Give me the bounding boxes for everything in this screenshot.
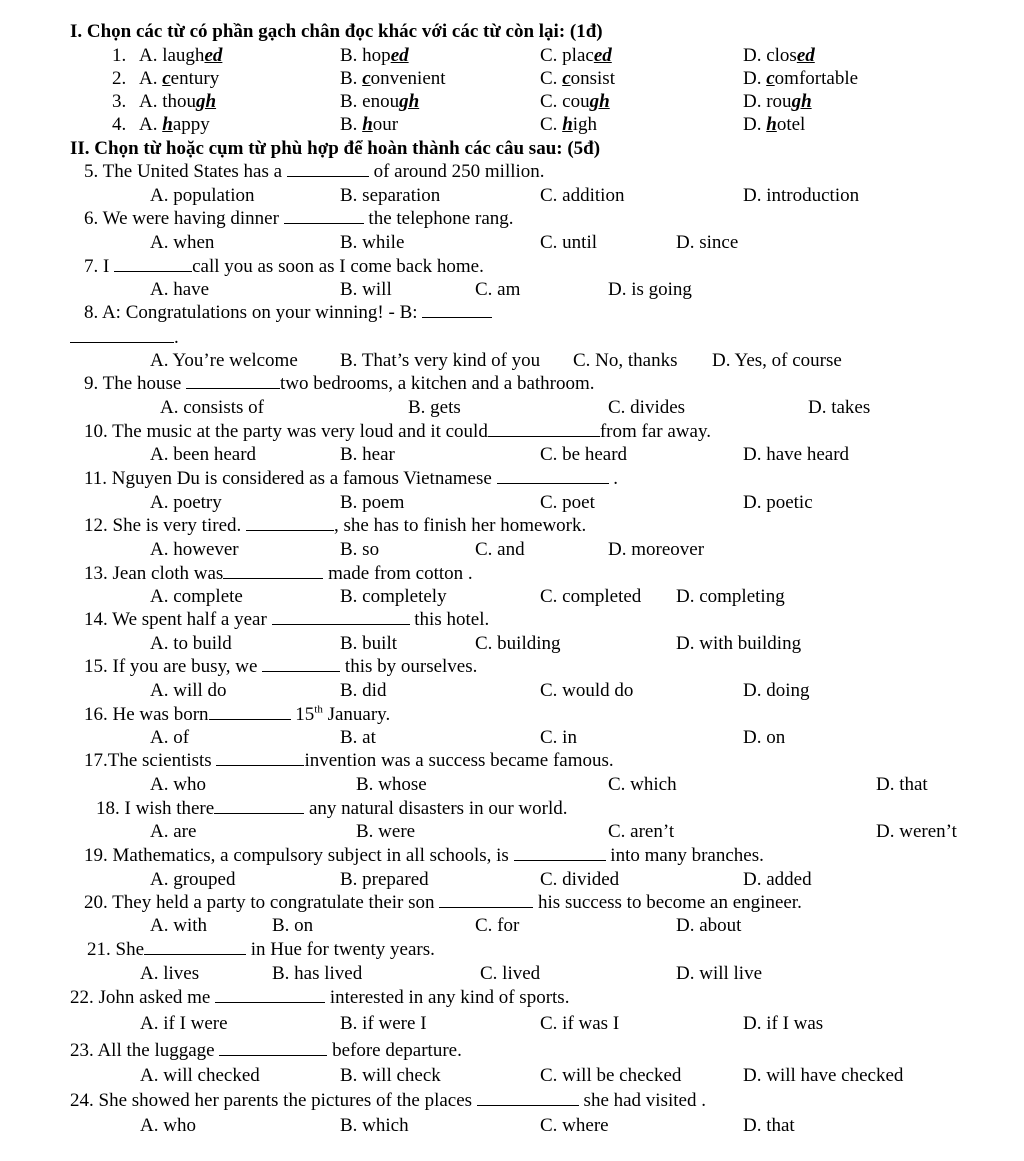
answer-blank (488, 421, 600, 437)
q18-option-c: C. aren’t (608, 821, 675, 842)
q6-option-d: D. since (676, 232, 739, 253)
q3-option-c: C. cough (540, 91, 610, 112)
q21-option-c: C. lived (480, 963, 541, 984)
answer-blank (209, 704, 291, 720)
q16-option-c: C. in (540, 727, 577, 748)
question-20-stem: 20. They held a party to congratulate their son his success to become an engineer. (84, 892, 802, 913)
answer-blank (439, 892, 533, 908)
q9-option-c: C. divides (608, 397, 686, 418)
answer-blank (114, 256, 192, 272)
question-15-stem: 15. If you are busy, we this by ourselves. (84, 656, 478, 677)
q1-option-d: D. closed (743, 45, 815, 66)
answer-blank (477, 1090, 579, 1106)
q5-option-b: B. separation (340, 185, 441, 206)
answer-blank (272, 609, 410, 625)
q16-option-b: B. at (340, 727, 376, 748)
q23-option-d: D. will have checked (743, 1065, 904, 1086)
q10-option-d: D. have heard (743, 444, 850, 465)
answer-blank (216, 750, 304, 766)
q19-option-d: D. added (743, 869, 812, 890)
q5-option-d: D. introduction (743, 185, 860, 206)
q14-option-c: C. building (475, 633, 561, 654)
question-6-stem: 6. We were having dinner the telephone rang. (84, 208, 514, 229)
q9-option-a: A. consists of (160, 397, 264, 418)
question-8-stem: 8. A: Congratulations on your winning! - B: (84, 302, 492, 324)
q4-option-d: D. hotel (743, 114, 806, 135)
q23-option-a: A. will checked (140, 1065, 260, 1086)
q4-option-b: B. hour (340, 114, 399, 135)
q13-option-c: C. completed (540, 586, 642, 607)
q4-option-c: C. high (540, 114, 598, 135)
q18-option-d: D. weren’t (876, 821, 957, 842)
answer-blank (186, 373, 280, 389)
answer-blank (223, 563, 323, 579)
q9-option-b: B. gets (408, 397, 461, 418)
q7-option-c: C. am (475, 279, 521, 300)
answer-blank (497, 468, 609, 484)
q22-option-a: A. if I were (140, 1013, 228, 1034)
q1-option-a: A. laughed (139, 45, 223, 66)
q1-option-b: B. hoped (340, 45, 409, 66)
q6-option-c: C. until (540, 232, 598, 253)
q8-option-a: A. You’re welcome (150, 350, 298, 371)
q15-option-d: D. doing (743, 680, 810, 701)
q17-option-c: C. which (608, 774, 677, 795)
q15-option-a: A. will do (150, 680, 227, 701)
q17-option-a: A. who (150, 774, 206, 795)
q8-option-b: B. That’s very kind of you (340, 350, 541, 371)
answer-blank (287, 161, 369, 177)
q2-option-b: B. convenient (340, 68, 446, 89)
q10-option-b: B. hear (340, 444, 395, 465)
answer-blank (144, 939, 246, 955)
q2-option-a: A. century (139, 68, 220, 89)
question-13-stem: 13. Jean cloth was made from cotton . (84, 563, 473, 584)
q11-option-b: B. poem (340, 492, 405, 513)
q15-option-c: C. would do (540, 680, 634, 701)
q5-option-a: A. population (150, 185, 255, 206)
q11-option-d: D. poetic (743, 492, 813, 513)
q22-option-c: C. if was I (540, 1013, 620, 1034)
q10-option-a: A. been heard (150, 444, 257, 465)
q17-option-b: B. whose (356, 774, 427, 795)
q11-option-c: C. poet (540, 492, 595, 513)
q18-option-a: A. are (150, 821, 197, 842)
q18-option-b: B. were (356, 821, 416, 842)
question-5-stem: 5. The United States has a of around 250 million. (84, 161, 545, 182)
q17-option-d: D. that (876, 774, 928, 795)
q12-option-c: C. and (475, 539, 525, 560)
question-16-stem: 16. He was born 15th January. (84, 703, 391, 725)
answer-blank (284, 208, 364, 224)
q22-option-d: D. if I was (743, 1013, 824, 1034)
q24-option-c: C. where (540, 1115, 609, 1136)
question-14-stem: 14. We spent half a year this hotel. (84, 609, 490, 630)
q12-option-a: A. however (150, 539, 239, 560)
section-2-title: II. Chọn từ hoặc cụm từ phù hợp để hoàn thành các câu sau: (5đ) (70, 138, 601, 159)
q2-option-c: C. consist (540, 68, 615, 89)
question-8-continuation: . (70, 327, 179, 349)
q10-option-c: C. be heard (540, 444, 628, 465)
q7-option-a: A. have (150, 279, 210, 300)
answer-blank (219, 1040, 327, 1056)
q23-option-b: B. will check (340, 1065, 441, 1086)
question-18-stem: 18. I wish there any natural disasters in our world. (96, 798, 568, 819)
q21-option-d: D. will live (676, 963, 763, 984)
q8-option-d: D. Yes, of course (712, 350, 842, 371)
q21-option-a: A. lives (140, 963, 200, 984)
q19-option-c: C. divided (540, 869, 620, 890)
q12-option-b: B. so (340, 539, 380, 560)
q6-option-b: B. while (340, 232, 405, 253)
q14-option-b: B. built (340, 633, 398, 654)
answer-blank (215, 987, 325, 1003)
question-1-number: 1. (112, 45, 127, 66)
q16-option-a: A. of (150, 727, 190, 748)
q7-option-d: D. is going (608, 279, 692, 300)
question-7-stem: 7. I call you as soon as I come back home. (84, 256, 484, 277)
question-22-stem: 22. John asked me interested in any kind of sports. (70, 987, 570, 1008)
question-3-number: 3. (112, 91, 127, 112)
q12-option-d: D. moreover (608, 539, 705, 560)
q20-option-b: B. on (272, 915, 314, 936)
q20-option-a: A. with (150, 915, 207, 936)
q1-option-c: C. placed (540, 45, 612, 66)
q13-option-b: B. completely (340, 586, 447, 607)
q11-option-a: A. poetry (150, 492, 222, 513)
q9-option-d: D. takes (808, 397, 871, 418)
q24-option-b: B. which (340, 1115, 409, 1136)
q15-option-b: B. did (340, 680, 387, 701)
q13-option-a: A. complete (150, 586, 243, 607)
answer-blank (514, 845, 606, 861)
q19-option-a: A. grouped (150, 869, 236, 890)
q20-option-c: C. for (475, 915, 520, 936)
question-12-stem: 12. She is very tired. , she has to finish her homework. (84, 515, 587, 536)
q20-option-d: D. about (676, 915, 742, 936)
question-2-number: 2. (112, 68, 127, 89)
question-24-stem: 24. She showed her parents the pictures of the places she had visited . (70, 1090, 706, 1111)
question-19-stem: 19. Mathematics, a compulsory subject in all schools, is into many branches. (84, 845, 764, 866)
q13-option-d: D. completing (676, 586, 785, 607)
answer-blank-continued (70, 327, 174, 343)
q14-option-d: D. with building (676, 633, 802, 654)
section-1-title: I. Chọn các từ có phần gạch chân đọc khác với các từ còn lại: (1đ) (70, 21, 603, 42)
q22-option-b: B. if were I (340, 1013, 427, 1034)
q5-option-c: C. addition (540, 185, 625, 206)
question-4-number: 4. (112, 114, 127, 135)
answer-blank (422, 302, 492, 318)
answer-blank (262, 656, 340, 672)
question-21-stem: 21. She in Hue for twenty years. (87, 939, 435, 960)
q3-option-b: B. enough (340, 91, 420, 112)
q3-option-d: D. rough (743, 91, 812, 112)
question-10-stem: 10. The music at the party was very loud and it could from far away. (84, 421, 711, 442)
question-9-stem: 9. The house two bedrooms, a kitchen and a bathroom. (84, 373, 595, 394)
q14-option-a: A. to build (150, 633, 232, 654)
q4-option-a: A. happy (139, 114, 210, 135)
q2-option-d: D. comfortable (743, 68, 859, 89)
question-11-stem: 11. Nguyen Du is considered as a famous Vietnamese . (84, 468, 619, 489)
q6-option-a: A. when (150, 232, 215, 253)
question-17-stem: 17.The scientists invention was a success became famous. (84, 750, 614, 771)
q7-option-b: B. will (340, 279, 392, 300)
question-23-stem: 23. All the luggage before departure. (70, 1040, 462, 1061)
q19-option-b: B. prepared (340, 869, 429, 890)
q21-option-b: B. has lived (272, 963, 363, 984)
q8-option-c: C. No, thanks (573, 350, 678, 371)
q23-option-c: C. will be checked (540, 1065, 682, 1086)
q3-option-a: A. though (139, 91, 217, 112)
q16-option-d: D. on (743, 727, 786, 748)
q24-option-a: A. who (140, 1115, 196, 1136)
answer-blank (214, 798, 304, 814)
q24-option-d: D. that (743, 1115, 795, 1136)
answer-blank (246, 515, 334, 531)
